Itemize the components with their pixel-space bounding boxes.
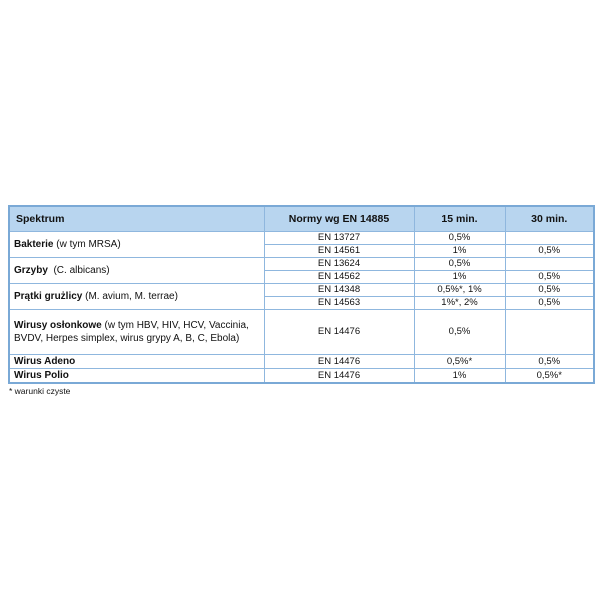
row-name-bold: Prątki grużlicy xyxy=(14,291,83,302)
norm-cell: EN 14476 xyxy=(264,369,414,384)
table-row xyxy=(9,284,594,297)
spectrum-table-container xyxy=(8,205,593,396)
header-15-min: 15 min. xyxy=(414,206,505,232)
table-row xyxy=(9,310,594,355)
table-row xyxy=(9,369,594,384)
min15-cell: 0,5% xyxy=(414,258,505,271)
min30-cell: 0,5% xyxy=(505,245,594,258)
min30-cell: 0,5% xyxy=(505,284,594,297)
spectrum-table xyxy=(8,205,595,384)
norm-cell: EN 14562 xyxy=(264,271,414,284)
norm-cell: EN 14563 xyxy=(264,297,414,310)
min30-cell: 0,5%* xyxy=(505,369,594,384)
table-row xyxy=(9,232,594,245)
table-row xyxy=(9,355,594,369)
row-name-detail: (C. albicans) xyxy=(47,265,110,276)
min15-cell: 0,5%*, 1% xyxy=(414,284,505,297)
header-norm: Normy wg EN 14885 xyxy=(264,206,414,232)
norm-cell: EN 14476 xyxy=(264,310,414,355)
min30-cell: 0,5% xyxy=(505,271,594,284)
min30-cell: 0,5% xyxy=(505,297,594,310)
min30-cell: 0,5% xyxy=(505,355,594,369)
row-name-wirus-polio xyxy=(9,369,264,384)
table-row xyxy=(9,258,594,271)
table-header-row xyxy=(9,206,594,232)
row-name-detail: (M. avium, M. terrae) xyxy=(82,291,178,302)
row-name-bold: Wirusy osłonkowe xyxy=(14,320,102,331)
norm-cell: EN 13624 xyxy=(264,258,414,271)
norm-cell: EN 14561 xyxy=(264,245,414,258)
footnote: * warunki czyste xyxy=(9,386,71,396)
norm-cell: EN 14348 xyxy=(264,284,414,297)
row-name-bold: Bakterie xyxy=(14,239,54,250)
row-name-pratki xyxy=(9,284,264,310)
row-name-grzyby xyxy=(9,258,264,284)
min15-cell: 0,5% xyxy=(414,310,505,355)
row-name-bakterie xyxy=(9,232,264,258)
min15-cell: 1% xyxy=(414,369,505,384)
norm-cell: EN 14476 xyxy=(264,355,414,369)
min30-cell xyxy=(505,258,594,271)
min30-cell xyxy=(505,232,594,245)
row-name-wirus-adeno xyxy=(9,355,264,369)
row-name-bold: Wirus Adeno xyxy=(14,356,76,367)
row-name-detail: (w tym MRSA) xyxy=(53,239,121,250)
row-name-bold: Grzyby xyxy=(14,265,48,276)
min15-cell: 1%*, 2% xyxy=(414,297,505,310)
norm-cell: EN 13727 xyxy=(264,232,414,245)
min15-cell: 0,5% xyxy=(414,232,505,245)
row-name-detail: (w tym HBV, HIV, HCV, Vaccinia, BVDV, Herpes simplex, wirus grypy A, B, C, Ebola) xyxy=(14,320,249,344)
row-name-bold: Wirus Polio xyxy=(14,370,69,381)
header-spectrum: Spektrum xyxy=(9,206,264,232)
min30-cell xyxy=(505,310,594,355)
header-30-min: 30 min. xyxy=(505,206,594,232)
min15-cell: 0,5%* xyxy=(414,355,505,369)
min15-cell: 1% xyxy=(414,245,505,258)
min15-cell: 1% xyxy=(414,271,505,284)
row-name-wirusy-oslonkowe xyxy=(9,310,264,355)
